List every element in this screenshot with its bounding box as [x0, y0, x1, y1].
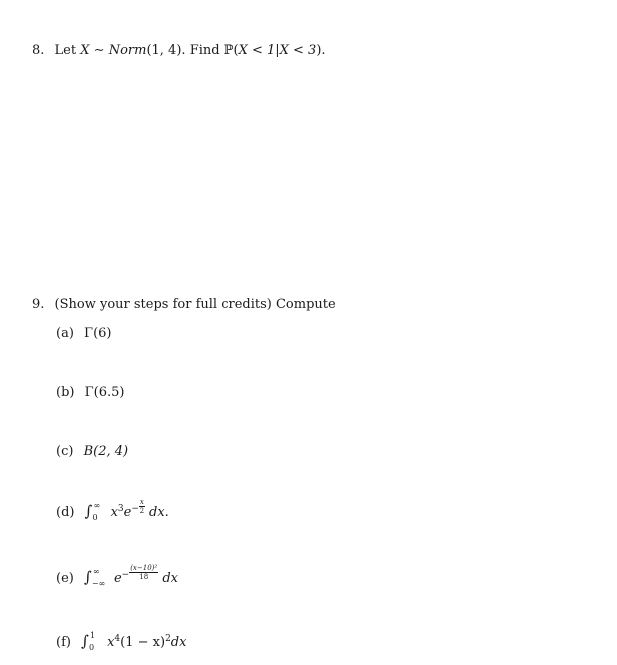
part-d-label: (d)	[56, 505, 75, 520]
part-d-pow: 3	[117, 504, 124, 514]
part-d-upper: ∞	[93, 500, 101, 510]
part-d-lower: 0	[92, 512, 98, 522]
problem-8-dist: Norm	[108, 43, 147, 58]
part-d	[56, 498, 169, 522]
problem-8-prob: ℙ(	[223, 43, 239, 58]
part-e	[56, 564, 178, 588]
part-d-exp-den: 2	[139, 507, 145, 515]
part-e-limits	[91, 566, 110, 588]
part-d-dx: dx.	[149, 505, 169, 520]
part-f-label: (f)	[56, 635, 71, 650]
part-d-epow: −	[131, 504, 139, 514]
part-f-lower: 0	[88, 642, 95, 652]
part-e-label: (e)	[56, 571, 74, 586]
problem-8-sim: ∼	[93, 43, 105, 58]
part-b-expr: Γ(6.5)	[84, 385, 125, 400]
part-f-pow2: 2	[165, 634, 171, 644]
problem-8-close: ).	[316, 43, 326, 58]
part-e-exp-den: 18	[139, 573, 149, 581]
part-d-integral: ∫	[84, 502, 93, 520]
part-e-upper: ∞	[92, 566, 100, 576]
part-f	[56, 632, 186, 651]
problem-8-let: Let	[54, 43, 77, 58]
part-f-upper: 1	[89, 630, 96, 640]
part-e-exp-frac	[129, 564, 158, 581]
part-c	[56, 444, 128, 459]
part-e-exp-num: (x−10)²	[130, 564, 158, 572]
part-d-limits	[92, 500, 106, 522]
part-e-dx: dx	[162, 571, 178, 586]
problem-8-number: 8.	[32, 43, 45, 58]
part-e-integral: ∫	[83, 568, 92, 586]
part-a-expr: Γ(6)	[84, 326, 112, 341]
problem-8-var: X	[80, 43, 90, 58]
problem-8-params: (1, 4).	[146, 43, 186, 58]
part-f-base: x	[107, 635, 115, 650]
part-d-exp-num: x	[139, 498, 144, 506]
problem-8-find: Find	[189, 43, 220, 58]
part-f-dx: dx	[170, 635, 187, 650]
problem-9-text: (Show your steps for full credits) Compute	[54, 297, 336, 312]
problem-9	[32, 297, 336, 312]
part-f-limits	[88, 630, 103, 652]
part-f-integral: ∫	[81, 632, 89, 650]
part-c-expr: B(2, 4)	[83, 444, 129, 459]
part-c-label: (c)	[56, 444, 74, 459]
part-e-e: e	[113, 571, 122, 586]
part-f-mid: (1 − x)	[120, 635, 166, 650]
part-e-lower: −∞	[91, 578, 106, 588]
part-d-e: e	[123, 505, 132, 520]
part-d-base: x	[110, 505, 118, 520]
part-b	[56, 385, 124, 400]
part-a-label: (a)	[56, 326, 74, 341]
problem-9-number: 9.	[32, 297, 45, 312]
part-a	[56, 326, 111, 341]
part-f-pow: 4	[114, 634, 121, 644]
part-d-exp-frac	[139, 498, 145, 515]
part-b-label: (b)	[56, 385, 75, 400]
problem-8	[32, 43, 326, 58]
part-e-epow: −	[121, 570, 130, 580]
problem-8-condition: X < 1|X < 3	[238, 43, 317, 58]
